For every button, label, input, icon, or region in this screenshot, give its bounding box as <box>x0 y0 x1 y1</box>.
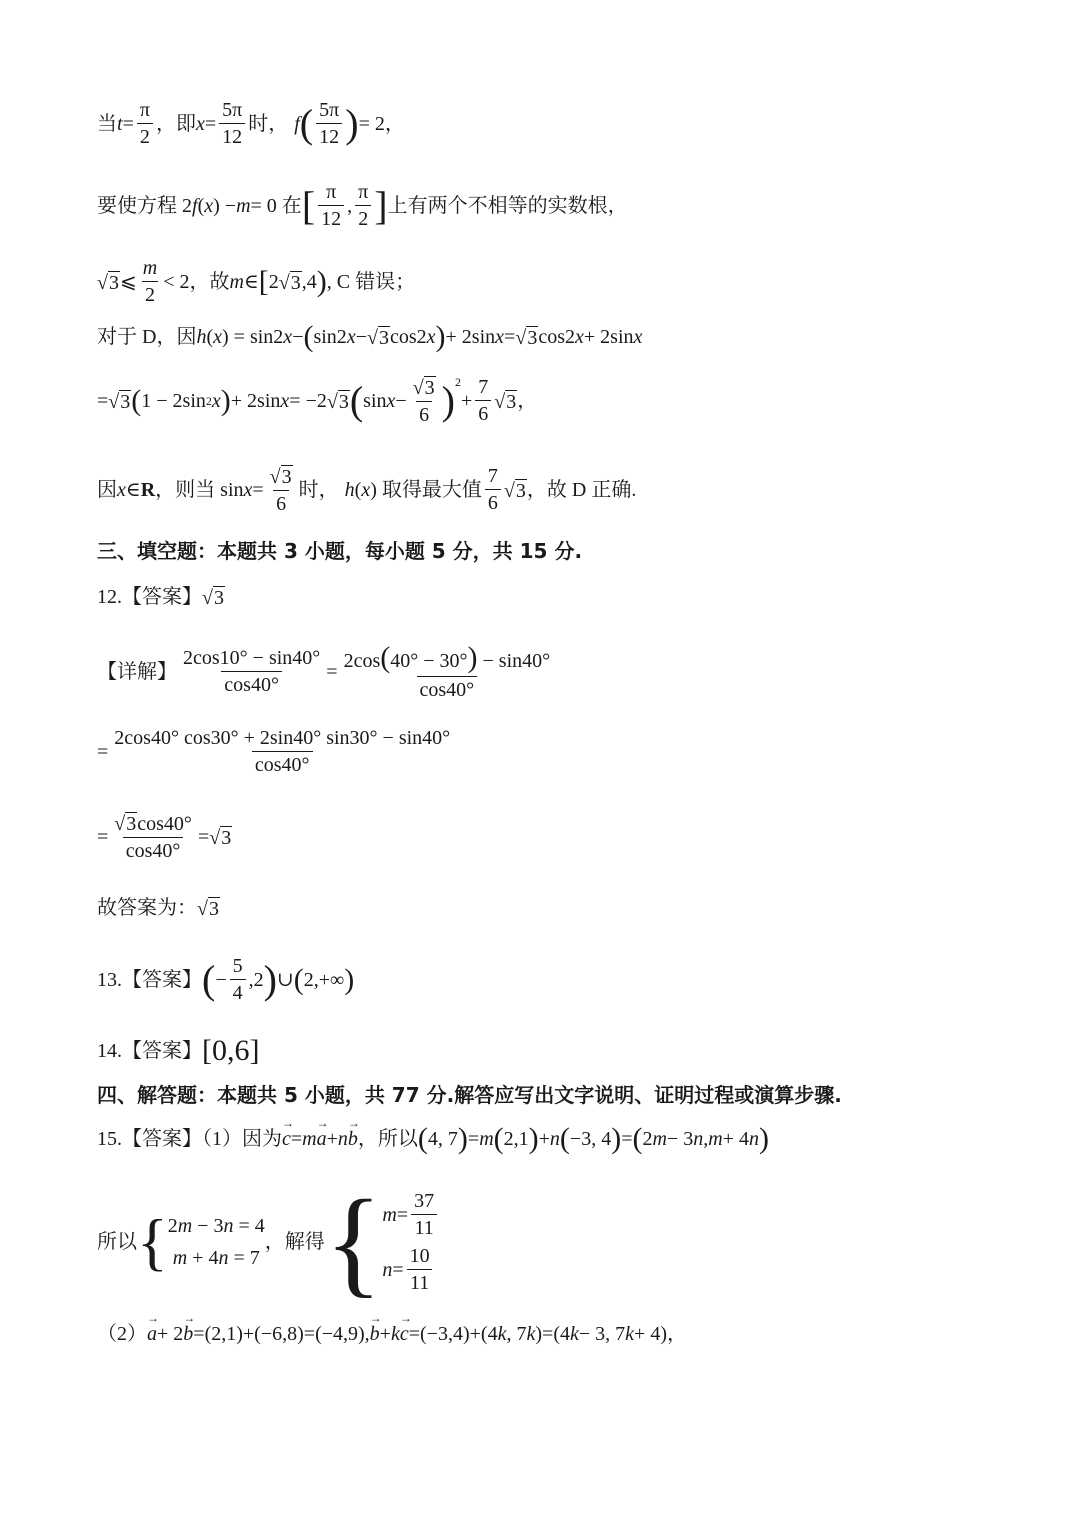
denominator: 12 <box>318 205 344 229</box>
text: ,4 <box>301 270 317 293</box>
fraction <box>180 648 323 695</box>
paren: ( <box>299 100 314 146</box>
section-heading-fill-in: 三、填空题：本题共 3 小题，每小题 5 分，共 15 分. <box>97 539 583 563</box>
fraction <box>137 100 153 147</box>
text: − <box>395 389 407 412</box>
answer-15-part-1: 15.【答案】（1）因为 → c = m → a + n → b ，所以 ( 4, 7 ) = m ( 2,1 ) + n ( −3, 4 ) = ( 2 m − 3 n , m + 4 n ) <box>97 1124 769 1154</box>
solution-list <box>382 1191 440 1293</box>
vector-a: → a <box>317 1129 327 1149</box>
sqrt: √ 3 <box>97 271 119 294</box>
line-h-maximum <box>97 465 636 514</box>
line-t-equals-pi-over-2 <box>97 100 405 147</box>
text: 【详解】 <box>97 660 177 683</box>
bracket: [ <box>258 264 269 298</box>
text: ) = sin2 <box>222 326 284 348</box>
numerator: 2cos40° cos30° + 2sin40° sin30° − sin40° <box>114 727 451 749</box>
numerator: m <box>142 257 158 279</box>
denominator: cos40° <box>123 837 184 861</box>
text: 2,+∞ <box>303 968 345 991</box>
detail-step-2 <box>97 728 456 775</box>
sqrt: √ 3 <box>278 271 301 294</box>
sqrt: √ 3 <box>494 390 517 413</box>
text: = <box>97 740 109 763</box>
denominator: 4 <box>230 979 246 1003</box>
var-n: n <box>337 1128 348 1150</box>
denominator: 2 <box>142 281 158 305</box>
text: 15.【答案】（1）因为 <box>97 1128 282 1150</box>
paren: ) <box>344 962 355 996</box>
interval: [0,6] <box>202 1034 260 1067</box>
paren: ) <box>316 264 327 298</box>
vector-c: → c <box>400 1324 409 1344</box>
text: = <box>197 825 210 848</box>
text: + <box>461 389 473 412</box>
vector-b: → b <box>348 1129 358 1149</box>
text: ) 取得最大值 <box>370 478 482 501</box>
text: 2 <box>268 270 279 293</box>
text: ，故 D 正确. <box>526 478 637 501</box>
var-m: m <box>302 1128 317 1150</box>
sqrt: √ 3 <box>202 587 224 609</box>
var-x: x <box>346 326 356 348</box>
text: 对于 D，因 <box>97 326 197 348</box>
vector-b: → b <box>370 1324 380 1344</box>
sqrt: √ 3 <box>366 327 389 349</box>
text: ) − <box>213 194 237 217</box>
text: 上有两个不相等的实数根， <box>387 194 628 217</box>
text: 14.【答案】 <box>97 1040 202 1062</box>
numerator: 7 <box>478 376 489 398</box>
numerator: 5π <box>319 99 340 121</box>
numerator: √ 3 cos40° <box>114 813 192 835</box>
var-x: x <box>213 326 223 348</box>
text: ，解得 <box>264 1231 325 1253</box>
var-n: n <box>549 1128 560 1150</box>
denominator: 12 <box>316 123 342 147</box>
vector-b: → b <box>183 1324 193 1344</box>
bracket: ] <box>374 182 388 228</box>
text: cos2 <box>389 326 427 348</box>
text: = 2， <box>358 112 405 135</box>
text: ∈ <box>243 270 259 293</box>
var-x: x <box>283 326 293 348</box>
text: ( <box>197 194 205 217</box>
text: + 2sin <box>445 326 496 348</box>
var-t: t <box>117 112 123 135</box>
text: ，则当 sin <box>155 478 244 501</box>
denominator: 12 <box>219 123 245 147</box>
text: − <box>215 968 227 991</box>
fraction <box>475 377 491 424</box>
fraction <box>318 182 344 229</box>
func-f: f <box>294 112 300 135</box>
text: + <box>538 1128 550 1150</box>
equation-system <box>97 1175 440 1308</box>
var-x: x <box>426 326 436 348</box>
denominator: cos40° <box>252 751 313 775</box>
var-m: m <box>236 194 251 217</box>
func-h: h <box>344 478 355 501</box>
text: + 2sin <box>583 326 634 348</box>
numerator: π <box>326 181 337 203</box>
text: ⩽ <box>119 270 137 293</box>
text: 要使方程 2 <box>97 194 192 217</box>
text: = <box>252 478 264 501</box>
denominator: 6 <box>485 489 501 513</box>
text: 12.【答案】 <box>97 586 202 608</box>
line-h-definition <box>97 322 642 352</box>
text: 2,1 <box>503 1128 529 1150</box>
text: ( <box>206 326 214 348</box>
numerator: 7 <box>487 465 498 487</box>
text: ∪ <box>276 968 294 991</box>
answer-12 <box>97 586 225 608</box>
bracket: [ <box>301 182 316 228</box>
text: = <box>97 389 109 412</box>
text: （2） <box>97 1323 147 1345</box>
line-h-simplified <box>97 376 537 425</box>
text: = <box>97 825 109 848</box>
paren: ( <box>293 962 304 996</box>
superscript: 2 <box>205 393 212 408</box>
vector-c: → c <box>282 1129 291 1149</box>
fraction <box>219 100 245 147</box>
left-brace: { <box>137 1206 168 1277</box>
text: = <box>290 1128 303 1150</box>
denominator: 6 <box>273 490 289 514</box>
text: sin2 <box>313 326 347 348</box>
text: < 2，故 <box>163 270 230 293</box>
text: ∈ <box>125 478 141 501</box>
text: −3, 4 <box>569 1128 612 1150</box>
line-equation-condition <box>97 182 628 229</box>
text: 1 − 2sin <box>141 389 206 412</box>
var-m: m <box>479 1128 494 1150</box>
text: − <box>355 326 367 348</box>
equation-list <box>168 1216 265 1268</box>
func-h: h <box>196 326 207 348</box>
var-x: x <box>243 478 253 501</box>
text: ,2 <box>248 968 264 991</box>
text: 2 <box>642 1128 653 1150</box>
text: 因 <box>97 478 117 501</box>
text: = <box>326 660 338 683</box>
text: 时， <box>298 478 339 501</box>
fraction <box>410 376 439 425</box>
var-x: x <box>204 194 214 217</box>
final-answer-12 <box>97 897 220 919</box>
paren: ( <box>131 383 142 417</box>
paren: ) <box>435 320 446 353</box>
fraction <box>140 258 160 305</box>
section-heading-solutions: 四、解答题：本题共 5 小题，共 77 分.解答应写出文字说明、证明过程或演算步骤. <box>97 1083 842 1107</box>
detail-step-1 <box>97 643 556 700</box>
real-set: R <box>140 478 156 501</box>
paren: ) <box>441 377 455 423</box>
fraction <box>485 466 501 513</box>
var-x: x <box>117 478 126 501</box>
fraction <box>111 812 195 861</box>
text: − <box>292 326 304 348</box>
fraction <box>316 100 342 147</box>
fraction <box>111 728 453 775</box>
answer-15-part-2: （2） → a + 2 → b = (2,1) + (−6,8) = (−4,9) , → b + k → c = (−3,4) + (4 k , 7 k ) = (4 k − 3, 7 k + 4) ， <box>97 1324 687 1344</box>
sqrt: √ 3 <box>326 390 349 413</box>
numerator: 2cos10° − sin40° <box>183 647 321 669</box>
var-x: x <box>211 389 221 412</box>
text: = 0 在 <box>250 194 302 217</box>
text: cos2 <box>538 326 575 348</box>
solution-n: n = $\frac{10}{11}$ <box>382 1246 440 1293</box>
var-x: x <box>495 326 505 348</box>
line-m-range <box>97 258 415 305</box>
left-brace: { <box>324 1175 383 1308</box>
fraction <box>341 643 554 700</box>
text: 13.【答案】 <box>97 968 202 991</box>
vector-a: → a <box>147 1324 157 1344</box>
text: = −2 <box>289 389 327 412</box>
fraction <box>267 465 296 514</box>
denominator: 6 <box>416 401 432 425</box>
var-x: x <box>280 389 290 412</box>
solution-m: m = $\frac{37}{11}$ <box>382 1191 440 1238</box>
numerator: 2cos(40° − 30°) − sin40° <box>343 641 551 674</box>
var-x: x <box>361 478 371 501</box>
numerator: π <box>358 181 369 203</box>
text: ，所以 <box>357 1128 418 1150</box>
paren: ) <box>263 956 277 1002</box>
var-m: m <box>229 270 244 293</box>
paren: ( <box>349 377 364 423</box>
text: 所以 <box>97 1231 137 1253</box>
text: + 2sin <box>230 389 281 412</box>
sqrt: √ 3 <box>209 826 232 849</box>
sqrt: √ 3 <box>108 390 131 413</box>
paren: ( <box>303 320 314 353</box>
detail-step-3 <box>97 812 232 861</box>
text: = <box>621 1128 633 1150</box>
numerator: π <box>139 99 150 121</box>
numerator: √ 3 <box>412 377 435 399</box>
denominator: 2 <box>137 123 153 147</box>
sqrt: √ 3 <box>197 898 219 920</box>
numerator: √ 3 <box>269 466 292 488</box>
text: ( <box>354 478 362 501</box>
denominator: 2 <box>355 205 371 229</box>
answer-14 <box>97 1036 259 1066</box>
paren: ) <box>220 383 231 417</box>
text: 故答案为： <box>97 897 197 919</box>
var-x: x <box>633 326 643 348</box>
text: 4, 7 <box>427 1128 458 1150</box>
fraction <box>230 956 246 1003</box>
text: 当 <box>97 112 117 135</box>
text: , C 错误； <box>326 270 416 293</box>
text: ，即 <box>155 112 196 135</box>
text: = <box>467 1128 480 1150</box>
text: + <box>326 1128 338 1150</box>
paren: ( <box>202 956 216 1002</box>
func-f: f <box>192 194 198 217</box>
equation-2: m + 4n = 7 <box>172 1247 260 1269</box>
denominator: 6 <box>475 400 491 424</box>
superscript: 2 <box>455 375 461 389</box>
equation-1: 2m − 3n = 4 <box>167 1215 265 1237</box>
sqrt: √ 3 <box>515 327 538 349</box>
var-x: x <box>574 326 584 348</box>
text: , <box>347 194 353 217</box>
var-x: x <box>195 112 205 135</box>
text: ， <box>517 389 538 412</box>
text: sin <box>363 389 387 412</box>
denominator: cos40° <box>221 671 282 695</box>
text: = <box>504 326 516 348</box>
sqrt: √ 3 <box>503 479 526 502</box>
var-x: x <box>386 389 396 412</box>
denominator: cos40° <box>417 676 478 700</box>
text: = <box>122 112 134 135</box>
paren: ) <box>345 100 359 146</box>
numerator: 5π <box>222 99 243 121</box>
numerator: 5 <box>232 955 243 977</box>
text: = <box>204 112 217 135</box>
text: 时， <box>248 112 289 135</box>
fraction <box>355 182 371 229</box>
answer-13 <box>97 956 354 1003</box>
